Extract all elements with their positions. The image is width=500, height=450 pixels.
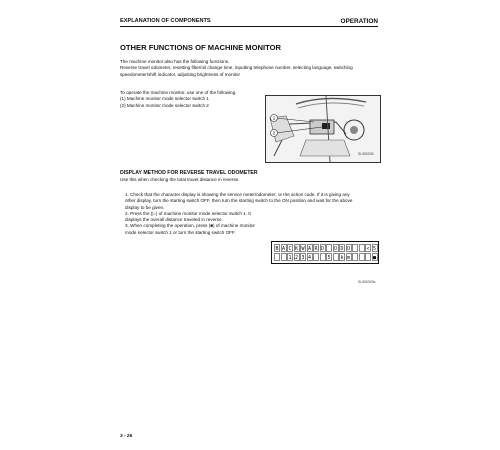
- lcd-char-cell: ■: [372, 255, 376, 261]
- section-title: OTHER FUNCTIONS OF MACHINE MONITOR: [120, 43, 282, 52]
- step-line: 1. Check that the character display is showing the service meter/odometer, or the action code. If it is giving any: [125, 192, 350, 197]
- step-line: displays the overall distance traveled in reverse.: [125, 217, 223, 223]
- lcd-char-cell: K: [294, 246, 298, 252]
- step-line: mode selector switch 1 or turn the starting switch OFF.: [125, 229, 236, 235]
- lcd-char-cell: 4: [307, 255, 311, 261]
- operate-line: (1) Machine monitor mode selector switch 1: [120, 96, 209, 102]
- intro-paragraph: [120, 59, 353, 78]
- lcd-char-cell: A: [281, 246, 285, 252]
- callout-1-label: 1: [272, 115, 276, 121]
- lcd-char-cell: C: [288, 246, 292, 252]
- lcd-char-cell: B: [275, 246, 279, 252]
- page-number: 3 - 26: [120, 434, 133, 439]
- lcd-char-cell: [365, 253, 371, 261]
- operate-line: To operate the machine monitor, use one of the following.: [120, 90, 237, 95]
- figure1-code: SL550306: [358, 152, 374, 156]
- lcd-char-cell: O: [346, 246, 350, 252]
- step-line: other display, turn the starting switch OFF, then turn the starting switch to the ON position and wait for the above: [125, 198, 353, 204]
- steps-list: [125, 192, 352, 236]
- callout-2-label: 2: [272, 130, 276, 136]
- lcd-char-cell: [352, 253, 358, 261]
- lcd-char-cell: A: [307, 246, 311, 252]
- lcd-char-cell: k: [340, 255, 344, 261]
- lcd-char-cell: R: [314, 246, 318, 252]
- lcd-char-cell: [333, 253, 339, 261]
- operate-line: (2) Machine monitor mode selector switch 2: [120, 102, 209, 108]
- lcd-char-cell: [320, 253, 326, 261]
- lcd-char-cell: W: [301, 246, 305, 252]
- lcd-char-cell: [281, 253, 287, 261]
- subsection-title: DISPLAY METHOD FOR REVERSE TRAVEL ODOMETER: [120, 170, 258, 176]
- step-line: 2. Press the (▷) of machine monitor mode selector switch 1. It: [125, 210, 251, 216]
- operate-paragraph: [120, 90, 236, 109]
- intro-line: The machine monitor also has the following functions.: [120, 59, 230, 64]
- lcd-char-cell: 5: [327, 255, 331, 261]
- page-header: [120, 14, 378, 27]
- lcd-char-cell: 2: [294, 255, 298, 261]
- lcd-char-cell: [274, 253, 280, 261]
- lcd-char-cell: [313, 253, 319, 261]
- header-section-name: EXPLANATION OF COMPONENTS: [120, 18, 211, 24]
- lcd-char-cell: D: [320, 246, 324, 252]
- lcd-char-cell: O: [333, 246, 337, 252]
- step-line: display to be given.: [125, 204, 165, 210]
- lcd-char-cell: m: [346, 255, 350, 261]
- intro-line: speedometer/shift indicator, adjusting brightness of monitor: [120, 71, 241, 77]
- lcd-char-cell: [352, 244, 358, 252]
- character-display-lcd: [271, 241, 379, 264]
- lcd-char-cell: <: [366, 246, 370, 252]
- lcd-row-2: [274, 253, 378, 261]
- intro-line: Reverse travel odometer, resetting filter/oil change time, inputting telephone number, selecting language, switching: [120, 65, 353, 71]
- lcd-char-cell: D: [340, 246, 344, 252]
- lcd-figure-code: SL550309a: [358, 280, 376, 284]
- lcd-char-cell: 1: [288, 255, 292, 261]
- subsection-intro: Use this when checking the total travel distance in reverse.: [120, 177, 240, 182]
- lcd-char-cell: [359, 253, 365, 261]
- lcd-row-1: [274, 244, 378, 252]
- lcd-char-cell: 3: [301, 255, 305, 261]
- lcd-char-cell: 5: [372, 246, 376, 252]
- lcd-char-cell: [326, 244, 332, 252]
- lcd-char-cell: [359, 244, 365, 252]
- step-line: 3. When completing the operation, press (■) of machine monitor: [125, 223, 255, 229]
- header-chapter-name: OPERATION: [340, 18, 378, 25]
